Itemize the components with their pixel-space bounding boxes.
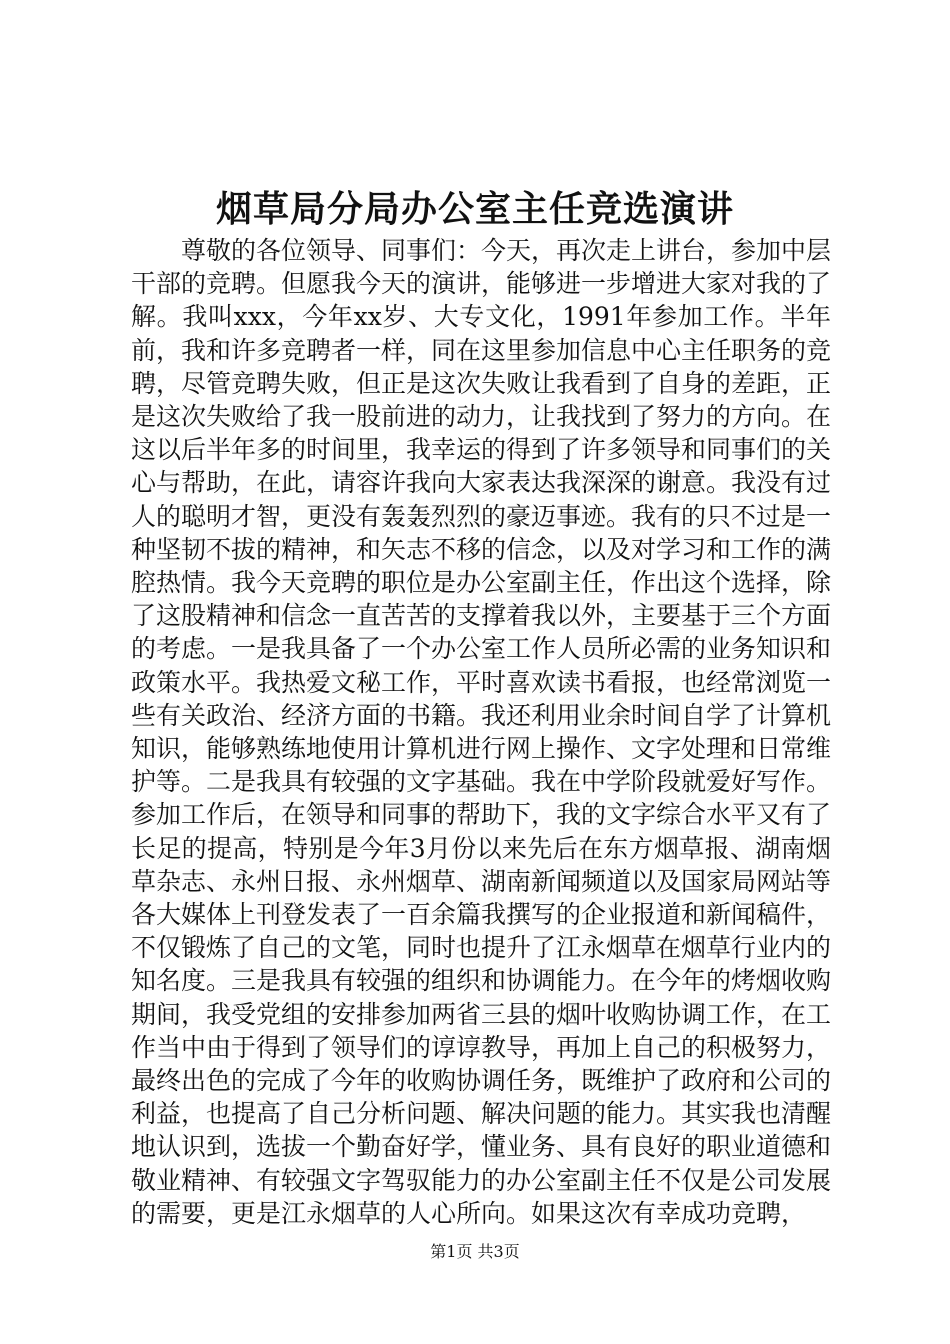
document-title: 烟草局分局办公室主任竞选演讲 [215,188,734,230]
body-paragraph: 尊敬的各位领导、同事们：今天，再次走上讲台，参加中层干部的竞聘。但愿我今天的演讲，能够进一步增进大家对我的了解。我叫xxx，今年xx岁、大专文化，1991年参加工作。半年前，我和许多竞聘者一样，同在这里参加信息中心主任职务的竞聘，尽管竞聘失败，但正是这次失败让我看到了自身的差距，正是这次失败给了我一股前进的动力，让我找到了努力的方向。在这以后半年多的时间里，我幸运的得到了许多领导和同事们的关心与帮助，在此，请容许我向大家表达我深深的谢意。我没有过人的聪明才智，更没有轰轰烈烈的豪迈事迹。我有的只不过是一种坚韧不拔的精神，和矢志不移的信念，以及对学习和工作的满腔热情。我今天竞聘的职位是办公室副主任，作出这个选择，除了这股精神和信念一直苦苦的支撑着我以外，主要基于三个方面的考虑。一是我具备了一个办公室工作人员所必需的业务知识和政策水平。我热爱文秘工作，平时喜欢读书看报，也经常浏览一些有关政治、经济方面的书籍。我还利用业余时间自学了计算机知识，能够熟练地使用计算机进行网上操作、文字处理和日常维护等。二是我具有较强的文字基础。我在中学阶段就爱好写作。参加工作后，在领导和同事的帮助下，我的文字综合水平又有了长足的提高，特别是今年3月份以来先后在东方烟草报、湖南烟草杂志、永州日报、永州烟草、湖南新闻频道以及国家局网站等各大媒体上刊登发表了一百余篇我撰写的企业报道和新闻稿件，不仅锻炼了自己的文笔，同时也提升了江永烟草在烟草行业内的知名度。三是我具有较强的组织和协调能力。在今年的烤烟收购期间，我受党组的安排参加两省三县的烟叶收购协调工作，在工作当中由于得到了领导们的谆谆教导，再加上自己的积极努力，最终出色的完成了今年的收购协调任务，既维护了政府和公司的利益，也提高了自己分析问题、解决问题的能力。其实我也清醒地认识到，选拔一个勤奋好学，懂业务、具有良好的职业道德和敬业精神、有较强文字驾驭能力的办公室副主任不仅是公司发展的需要，更是江永烟草的人心所向。如果这次有幸成功竞聘， [131,236,832,1228]
page-footer: 第1页 共3页 [430,1242,520,1261]
